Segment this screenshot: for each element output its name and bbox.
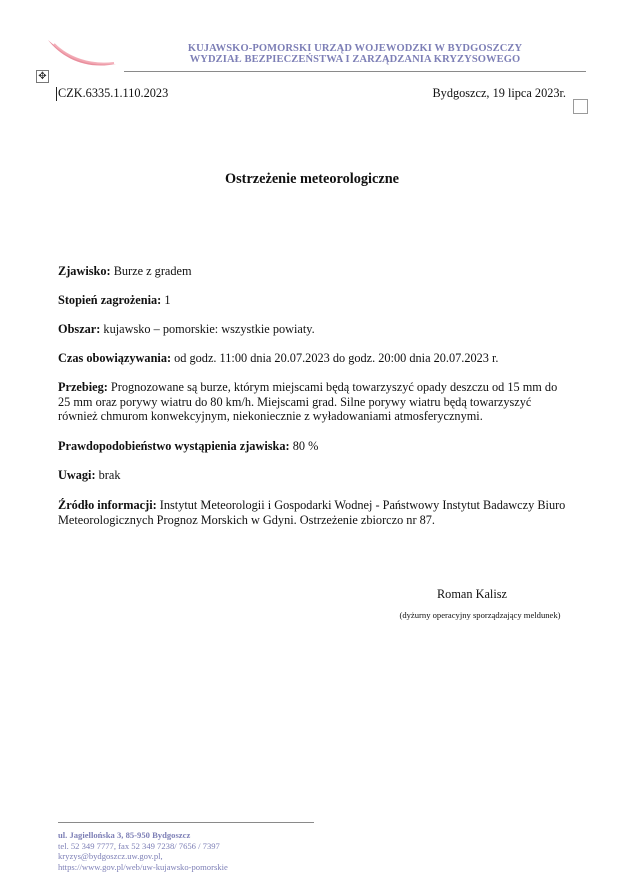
department-name: WYDZIAŁ BEZPIECZEŃSTWA I ZARZĄDZANIA KRYZYSOWEGO — [189, 54, 521, 65]
organization-name: KUJAWSKO-POMORSKI URZĄD WOJEWODZKI W BYDGOSZCZY — [187, 43, 523, 54]
field-label: Zjawisko: — [58, 264, 111, 278]
footer-phone: tel. 52 349 7777, fax 52 349 7238/ 7656 / 7397 — [58, 840, 220, 851]
field-value: Prognozowane są burze, którym miejscami będą towarzyszyć opady deszczu od 15 mm do 25 mm oraz porywy wiatru do 80 km/h. Miejscami grad. Silne porywy wiatru będą towarzyszyć również chmurom konwekcyjnym, niekoniecznie z wyładowaniami atmosferycznymi. — [58, 380, 558, 423]
field-label: Przebieg: — [58, 380, 108, 394]
text-cursor — [56, 87, 57, 101]
field-value: 1 — [161, 293, 171, 307]
field-area — [58, 322, 570, 337]
footer-email[interactable]: kryzys@bydgoszcz.uw.gov.pl, — [58, 851, 163, 861]
field-value: brak — [95, 468, 121, 482]
field-value: Burze z gradem — [110, 264, 192, 278]
reference-number: CZK.6335.1.110.2023 — [58, 86, 169, 100]
field-label: Źródło informacji: — [58, 498, 157, 512]
field-label: Stopień zagrożenia: — [58, 293, 162, 307]
field-value: Instytut Meteorologii i Gospodarki Wodnej - Państwowy Instytut Badawczy Biuro Meteorologicznych Prognoz Morskich w Gdyni. Ostrzeżenie zbiorczo nr 87. — [58, 498, 566, 527]
field-label: Uwagi: — [58, 468, 96, 482]
checkbox[interactable] — [573, 99, 588, 114]
field-label: Prawdopodobieństwo wystąpienia zjawiska: — [58, 439, 290, 453]
field-validity — [58, 351, 570, 366]
document-title: Ostrzeżenie meteorologiczne — [225, 171, 399, 187]
field-label: Obszar: — [58, 322, 101, 336]
field-value: kujawsko – pomorskie: wszystkie powiaty. — [100, 322, 315, 336]
footer-address: ul. Jagiellońska 3, 85-950 Bydgoszcz — [58, 830, 191, 840]
field-probability — [58, 439, 570, 454]
field-label: Czas obowiązywania: — [58, 351, 172, 365]
header-divider — [124, 71, 586, 72]
footer-website[interactable]: https://www.gov.pl/web/uw-kujawsko-pomorskie — [58, 861, 228, 872]
footer-divider — [58, 822, 314, 823]
move-handle-icon[interactable]: ✥ — [36, 70, 49, 83]
field-value: od godz. 11:00 dnia 20.07.2023 do godz. 20:00 dnia 20.07.2023 r. — [171, 351, 499, 365]
signatory-name: Roman Kalisz — [436, 587, 507, 601]
signatory-role: (dyżurny operacyjny sporządzający meldunek) — [399, 610, 561, 620]
field-course — [58, 380, 570, 424]
field-remarks — [58, 468, 570, 483]
field-value: 80 % — [289, 439, 319, 453]
place-and-date: Bydgoszcz, 19 lipca 2023r. — [432, 86, 566, 100]
field-source — [58, 498, 570, 527]
field-phenomenon — [58, 264, 570, 279]
field-threat-level — [58, 293, 570, 308]
swoosh-logo-icon — [44, 36, 124, 76]
